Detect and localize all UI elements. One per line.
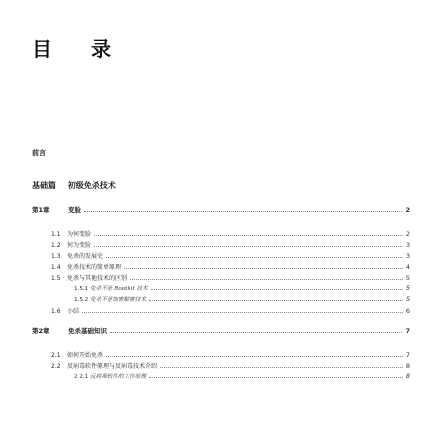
toc-section (51, 251, 410, 260)
toc-subsection (74, 295, 410, 303)
page-title: 目 录 (32, 37, 127, 61)
dot-leader (149, 377, 403, 378)
chapter-title: 免杀基础知识 (68, 327, 107, 335)
dot-leader (94, 235, 403, 236)
section-number: 1.1 (51, 231, 61, 238)
toc-section (51, 306, 410, 315)
page-number: 5 (405, 295, 410, 303)
section-number: 1.2 (51, 242, 61, 249)
dot-leader (151, 289, 403, 290)
subsection-number: 1.5.1 (74, 286, 89, 292)
frontmatter-preface: 前言 (32, 149, 46, 157)
toc-section (51, 350, 410, 359)
dot-leader (94, 246, 403, 247)
subsection-number: 2.2.1 (74, 374, 89, 380)
section-title: 免杀的发展史 (67, 253, 104, 260)
section-number: 2.1 (51, 352, 61, 359)
toc-chapter (32, 205, 410, 214)
chapter-title: 变脸 (68, 206, 81, 214)
page-number: 5 (405, 284, 410, 292)
subsection-title: 反病毒软件的工作原理 (90, 374, 146, 380)
toc-section (51, 361, 410, 370)
subsection-number: 1.5.2 (74, 297, 89, 303)
dot-leader (124, 268, 403, 269)
page-number: 2 (405, 206, 410, 214)
toc-section (51, 240, 410, 249)
page-number: 8 (405, 372, 410, 380)
section-number: 1.3 (51, 253, 61, 260)
dot-leader (82, 312, 403, 313)
toc-section (51, 229, 410, 238)
dot-leader (130, 279, 403, 280)
page-number: 4 (405, 263, 410, 271)
section-number: 1.6 (51, 308, 61, 315)
section-title: 如何开始免杀 (67, 352, 104, 359)
part-number: 基础篇 (32, 181, 56, 190)
page-number: 2 (405, 230, 410, 238)
dot-leader (149, 300, 403, 301)
chapter-number: 第1章 (32, 206, 50, 214)
page-number: 3 (405, 241, 410, 249)
dot-leader (84, 211, 402, 212)
page-number: 7 (405, 327, 410, 335)
section-number: 1.4 (51, 264, 61, 271)
section-number: 1.5 (51, 275, 61, 282)
page-number: 3 (405, 252, 410, 260)
toc-section (51, 262, 410, 271)
subsection-title: 免杀不是 Rootkit 技术 (90, 286, 148, 292)
toc-subsection (74, 372, 410, 380)
dot-leader (106, 356, 403, 357)
toc-section (51, 273, 410, 282)
toc-chapter (32, 326, 410, 335)
section-title: 何为变脸 (67, 242, 92, 249)
part-heading (32, 180, 116, 191)
page-number: 5 (405, 274, 410, 282)
page-number: 7 (405, 351, 410, 359)
section-title: 免杀与其他技术的区别 (67, 275, 128, 282)
section-number: 2.2 (51, 363, 61, 370)
dot-leader (110, 332, 402, 333)
part-title: 初级免杀技术 (67, 181, 116, 190)
chapter-number: 第2章 (32, 327, 50, 335)
section-title: 反病毒软件原理与反病毒技术介绍 (67, 363, 158, 370)
section-title: 免杀技术的简单原理 (67, 264, 122, 271)
page-number: 6 (405, 307, 410, 315)
subsection-title: 免杀不是加密解密技术 (90, 297, 146, 303)
section-title: 为何变脸 (67, 231, 92, 238)
page-number: 8 (405, 362, 410, 370)
toc-subsection (74, 284, 410, 292)
dot-leader (160, 367, 403, 368)
section-title: 小结 (67, 308, 80, 315)
dot-leader (106, 257, 403, 258)
